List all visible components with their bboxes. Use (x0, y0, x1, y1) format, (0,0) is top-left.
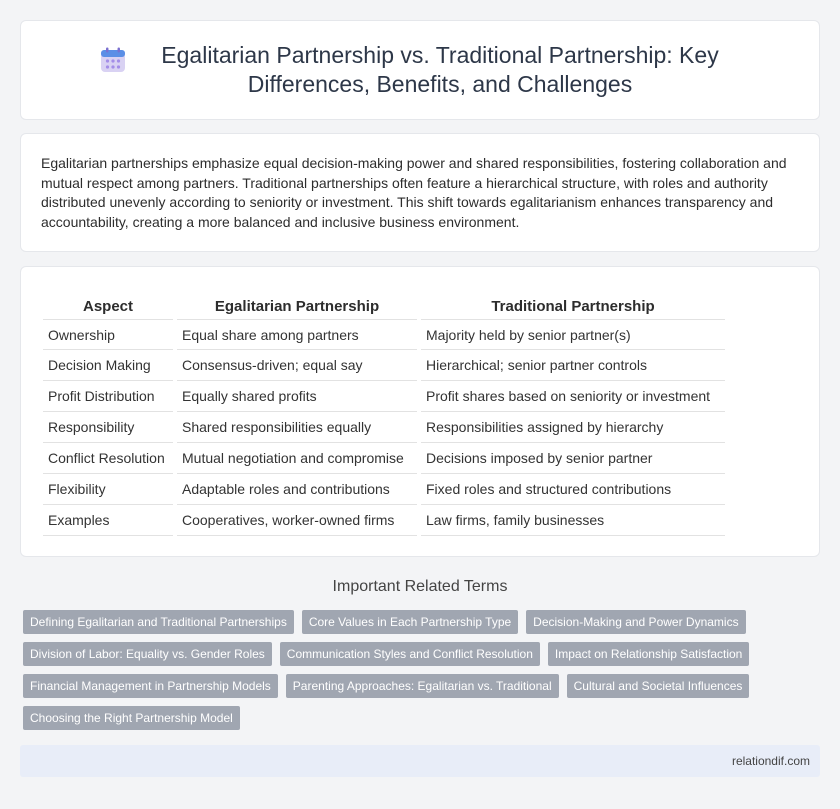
cell-egalitarian: Cooperatives, worker-owned firms (177, 505, 417, 536)
table-row (43, 381, 725, 412)
table-row (43, 412, 725, 443)
cell-aspect: Profit Distribution (43, 381, 173, 412)
related-term-tag[interactable]: Financial Management in Partnership Models (23, 674, 278, 698)
cell-egalitarian: Equally shared profits (177, 381, 417, 412)
related-term-tag[interactable]: Core Values in Each Partnership Type (302, 610, 518, 634)
related-terms-tags (23, 610, 823, 738)
cell-traditional: Responsibilities assigned by hierarchy (421, 412, 725, 443)
cell-aspect: Flexibility (43, 474, 173, 505)
header-aspect: Aspect (82, 297, 134, 315)
header-egalitarian: Egalitarian Partnership (214, 297, 380, 315)
table-row (43, 505, 725, 536)
cell-traditional: Law firms, family businesses (421, 505, 725, 536)
cell-traditional: Fixed roles and structured contributions (421, 474, 725, 505)
cell-egalitarian: Shared responsibilities equally (177, 412, 417, 443)
cell-aspect: Examples (43, 505, 173, 536)
cell-egalitarian: Mutual negotiation and compromise (177, 443, 417, 474)
comparison-table (39, 295, 729, 536)
cell-egalitarian: Adaptable roles and contributions (177, 474, 417, 505)
table-row (43, 350, 725, 381)
cell-aspect: Responsibility (43, 412, 173, 443)
related-term-tag[interactable]: Decision-Making and Power Dynamics (526, 610, 745, 634)
related-term-tag[interactable]: Defining Egalitarian and Traditional Partnerships (23, 610, 294, 634)
calendar-icon (100, 47, 126, 73)
cell-traditional: Profit shares based on seniority or investment (421, 381, 725, 412)
table-row (43, 474, 725, 505)
cell-egalitarian: Equal share among partners (177, 319, 417, 350)
title-card (20, 20, 820, 120)
cell-traditional: Hierarchical; senior partner controls (421, 350, 725, 381)
related-terms-heading: Important Related Terms (332, 578, 508, 595)
footer-site-link[interactable]: relationdif.com (731, 754, 810, 768)
table-row (43, 443, 725, 474)
related-term-tag[interactable]: Division of Labor: Equality vs. Gender Roles (23, 642, 272, 666)
cell-aspect: Ownership (43, 319, 173, 350)
related-term-tag[interactable]: Choosing the Right Partnership Model (23, 706, 240, 730)
intro-paragraph: Egalitarian partnerships emphasize equal decision-making power and shared responsibilities, fostering collaboration and mutual respect among partners. Traditional partnerships often feature a hierarchical structure, with roles and authority distributed unevenly according to seniority or investment. This shift towards egalitarianism enhances transparency and accountability, creating a more balanced and inclusive business environment. (41, 155, 787, 230)
footer (20, 745, 820, 777)
related-term-tag[interactable]: Parenting Approaches: Egalitarian vs. Traditional (286, 674, 559, 698)
related-term-tag[interactable]: Communication Styles and Conflict Resolution (280, 642, 540, 666)
comparison-table-card (20, 266, 820, 557)
cell-traditional: Majority held by senior partner(s) (421, 319, 725, 350)
cell-egalitarian: Consensus-driven; equal say (177, 350, 417, 381)
header-traditional: Traditional Partnership (491, 297, 655, 315)
page-title: Egalitarian Partnership vs. Traditional Partnership: Key Differences, Benefits, and Challenges (161, 42, 719, 97)
intro-card (20, 133, 820, 252)
table-header-row (43, 295, 725, 319)
table-row (43, 319, 725, 350)
cell-aspect: Decision Making (43, 350, 173, 381)
related-term-tag[interactable]: Impact on Relationship Satisfaction (548, 642, 749, 666)
related-term-tag[interactable]: Cultural and Societal Influences (567, 674, 750, 698)
cell-traditional: Decisions imposed by senior partner (421, 443, 725, 474)
cell-aspect: Conflict Resolution (43, 443, 173, 474)
